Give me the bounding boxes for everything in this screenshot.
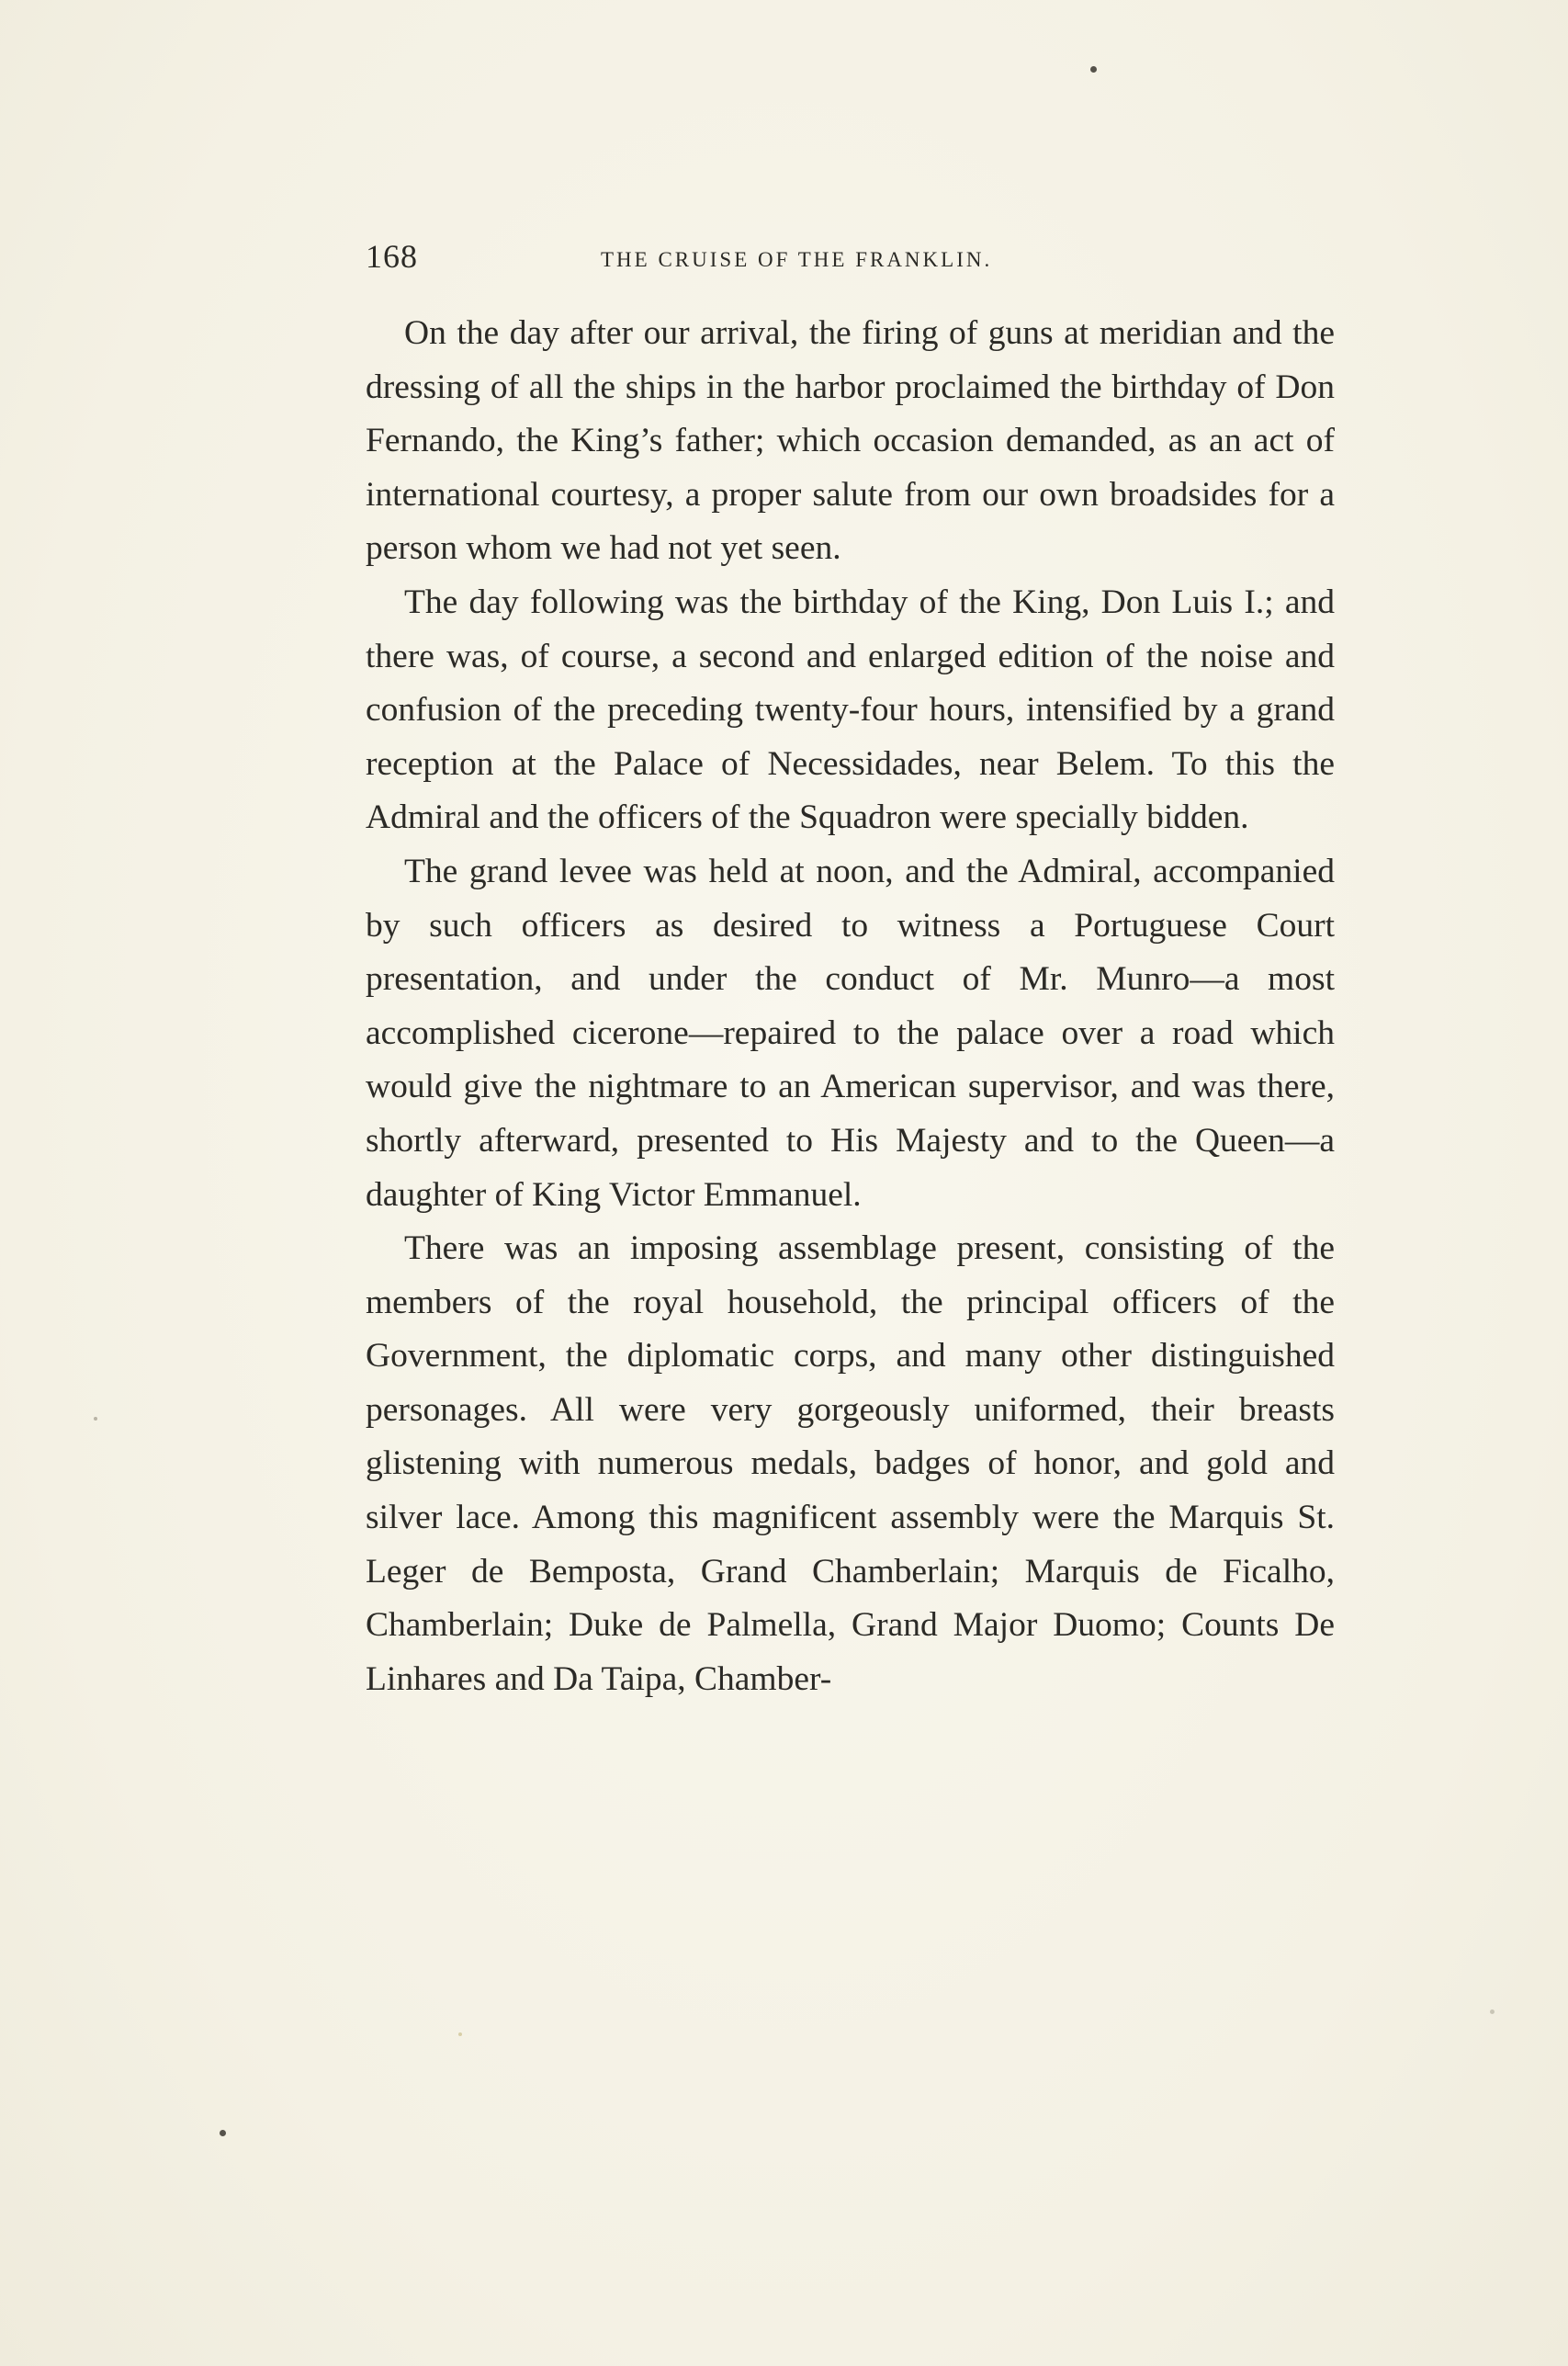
paper-speck	[1090, 66, 1097, 73]
page-number: 168	[366, 238, 418, 275]
paragraph: There was an imposing assemblage present, consisting of the members of the royal household, the principal officers of the Government, the diplomatic corps, and many other distinguished personages. All were very gorgeously uniformed, their breasts glistening with numerous medals, badges of honor, and gold and silver lace. Among this magnificent assembly were the Marquis St. Leger de Bemposta, Grand Chamberlain; Marquis de Ficalho, Chamberlain; Duke de Palmella, Grand Major Duomo; Counts De Linhares and Da Taipa, Chamber-	[366, 1229, 1335, 1698]
paragraph: On the day after our arrival, the firing of guns at meridian and the dressing of all the ships in the harbor proclaimed the birthday of Don Fernando, the King’s father; which occasion demanded, as an act of international courtesy, a proper salute from our own broadsides for a person whom we had not yet seen.	[366, 314, 1335, 568]
paper-speck	[94, 1417, 97, 1421]
paper-speck	[1490, 2009, 1495, 2014]
paragraph: The grand levee was held at noon, and the Admiral, accompanied by such officers as desired to witness a Portuguese Court presentation, and under the conduct of Mr. Munro—a most accomplished cicerone—repaired to the palace over a road which would give the nightmare to an American supervisor, and was there, shortly afterward, presented to His Majesty and to the Queen—a daughter of King Victor Emmanuel.	[366, 852, 1335, 1214]
paper-speck	[220, 2130, 226, 2136]
paragraph: The day following was the birthday of the King, Don Luis I.; and there was, of course, a second and enlarged edition of the noise and confusion of the preceding twenty-four hours, intensified by a grand reception at the Palace of Necessidades, near Belem. To this the Admiral and the officers of the Squadron were specially bidden.	[366, 583, 1335, 837]
paper-speck	[458, 2032, 462, 2036]
page-header	[366, 237, 1335, 283]
running-title: THE CRUISE OF THE FRANKLIN.	[601, 248, 993, 271]
body-text	[366, 307, 1335, 1706]
